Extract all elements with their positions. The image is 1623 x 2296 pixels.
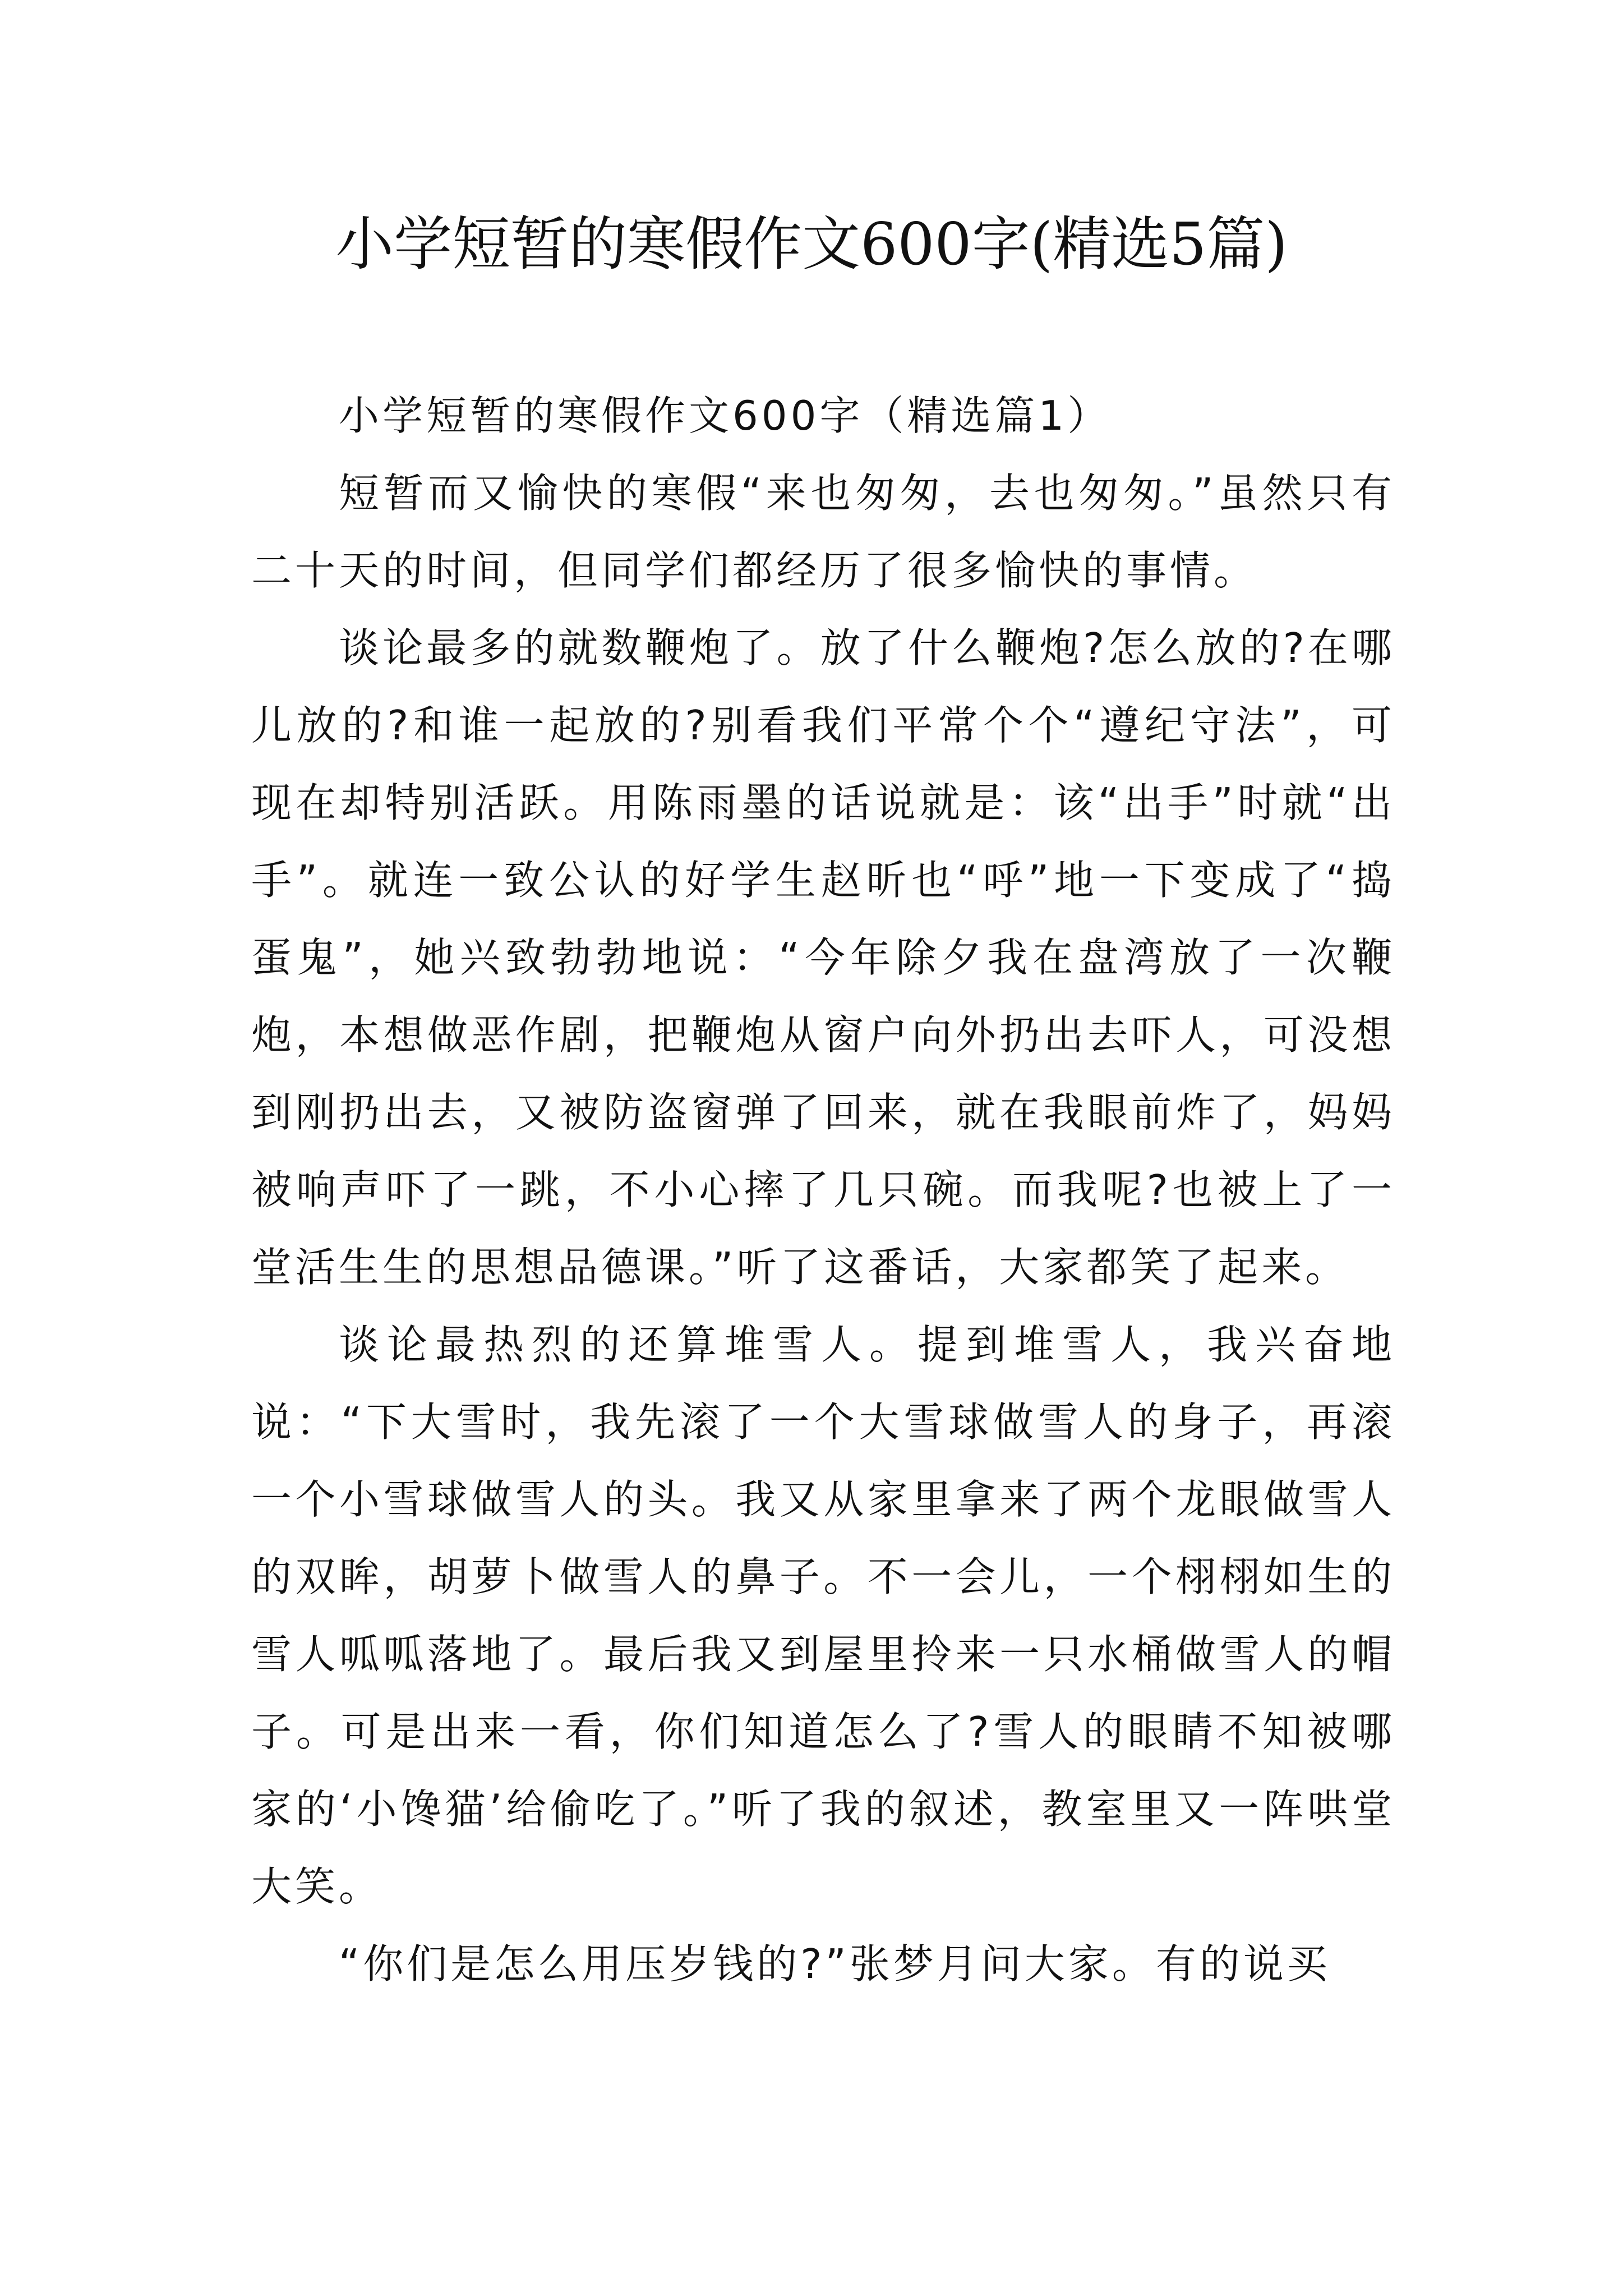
- document-title: 小学短暂的寒假作文600字(精选5篇): [335, 210, 1288, 278]
- document-body: [251, 377, 1395, 2003]
- paragraph: 谈论最热烈的还算堆雪人。提到堆雪人，我兴奋地说：“下大雪时，我先滚了一个大雪球做雪人的身子，再滚一个小雪球做雪人的头。我又从家里拿来了两个龙眼做雪人的双眸，胡萝卜做雪人的鼻子。不一会儿，一个栩栩如生的雪人呱呱落地了。最后我又到屋里拎来一只水桶做雪人的帽子。可是出来一看，你们知道怎么了?雪人的眼睛不知被哪家的‘小馋猫’给偷吃了。”听了我的叙述，教室里又一阵哄堂大笑。: [251, 1321, 1395, 1910]
- section-heading: 小学短暂的寒假作文600字（精选篇1）: [339, 392, 1112, 439]
- paragraph: “你们是怎么用压岁钱的?”张梦月问大家。有的说买: [339, 1940, 1331, 1987]
- paragraph: 短暂而又愉快的寒假“来也匆匆，去也匆匆。”虽然只有二十天的时间，但同学们都经历了很多愉快的事情。: [251, 470, 1395, 594]
- paragraph: 谈论最多的就数鞭炮了。放了什么鞭炮?怎么放的?在哪儿放的?和谁一起放的?别看我们平常个个“遵纪守法”，可现在却特别活跃。用陈雨墨的话说就是：该“出手”时就“出手”。就连一致公认的好学生赵昕也“呼”地一下变成了“捣蛋鬼”，她兴致勃勃地说：“今年除夕我在盘湾放了一次鞭炮，本想做恶作剧，把鞭炮从窗户向外扔出去吓人，可没想到刚扔出去，又被防盗窗弹了回来，就在我眼前炸了，妈妈被响声吓了一跳，不小心摔了几只碗。而我呢?也被上了一堂活生生的思想品德课。”听了这番话，大家都笑了起来。: [251, 624, 1395, 1291]
